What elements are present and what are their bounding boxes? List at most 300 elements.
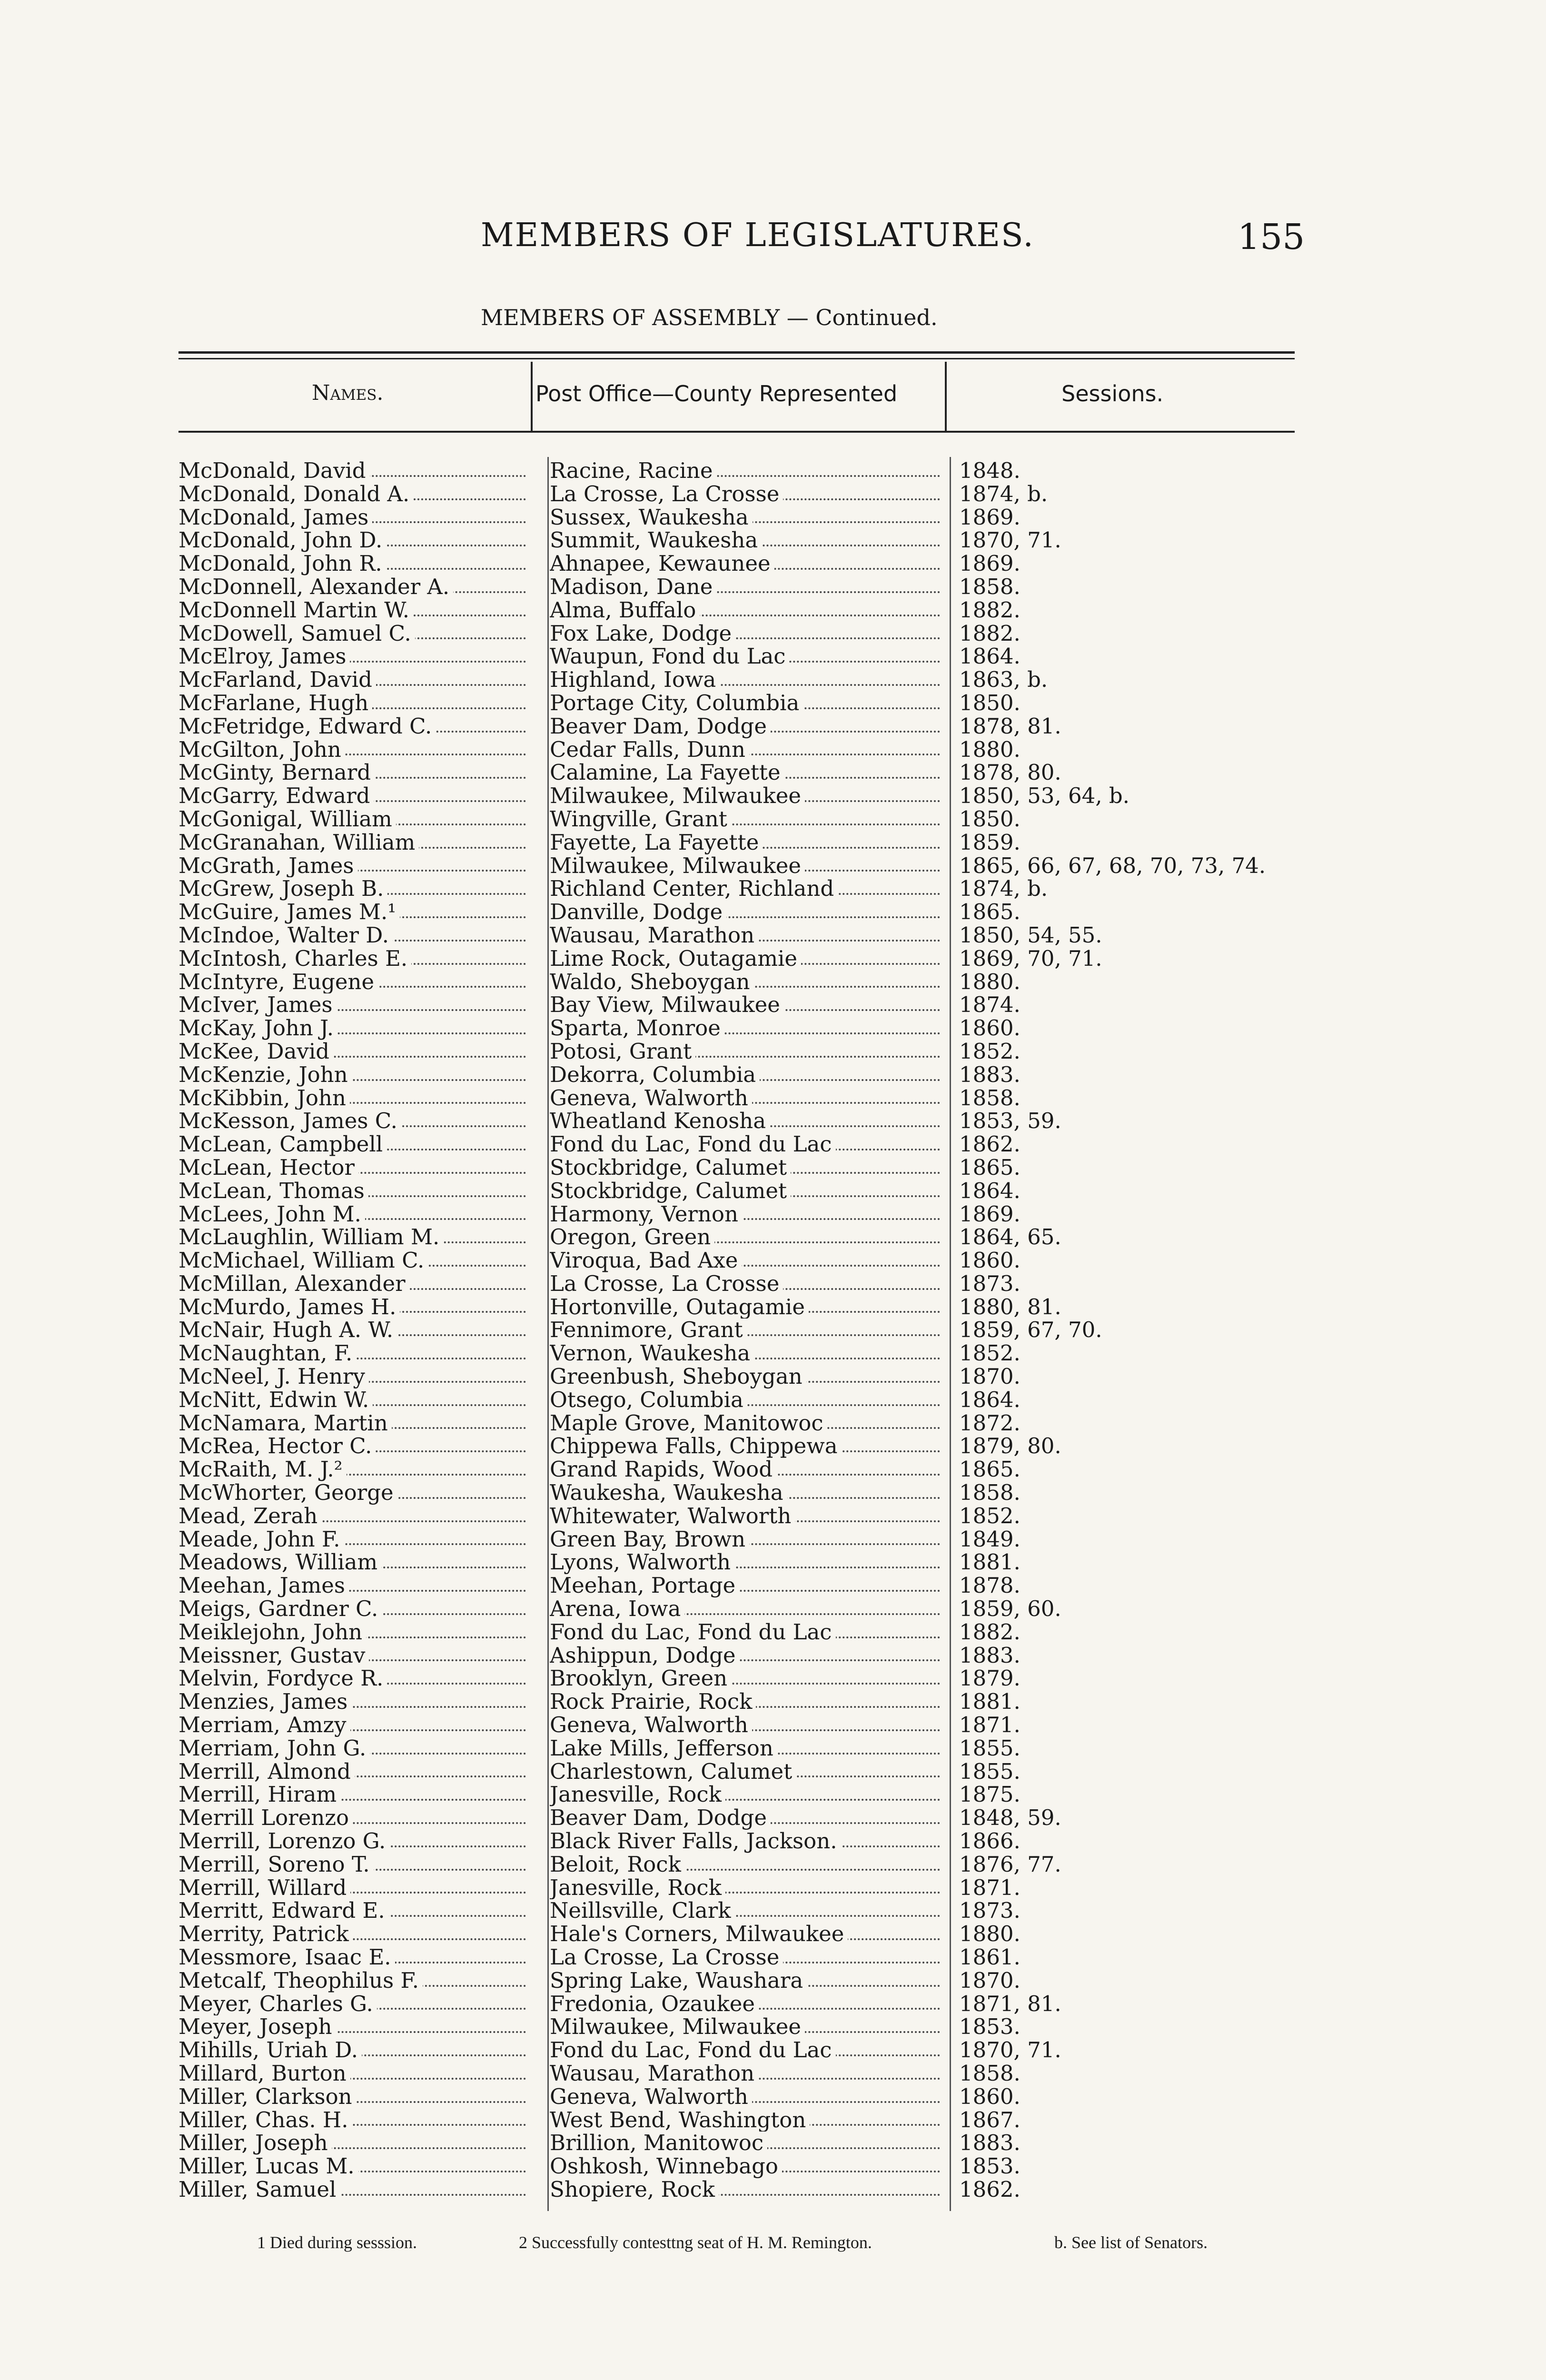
member-name: Meyer, Charles G. (178, 1993, 377, 2016)
post-office-cell (550, 1063, 940, 1087)
member-name: McElroy, James (178, 645, 350, 668)
table-row (178, 599, 1295, 622)
table-row (178, 1272, 1295, 1296)
sessions-cell (959, 1993, 1292, 2016)
table-row (178, 622, 1295, 645)
post-office-cell (550, 1969, 940, 1993)
table-row (178, 1063, 1295, 1087)
table-row (178, 2178, 1295, 2202)
sessions: 1879. (959, 1667, 1024, 1690)
sessions-cell (959, 2109, 1292, 2132)
post-office-cell (550, 552, 940, 575)
member-name-cell (178, 1063, 526, 1087)
member-name-cell (178, 1528, 526, 1551)
sessions-cell (959, 645, 1292, 668)
member-name-cell (178, 1110, 526, 1133)
sessions: 1852. (959, 1342, 1024, 1365)
sessions-cell (959, 668, 1292, 692)
member-name-cell (178, 1690, 526, 1714)
post-office: Wingville, Grant (550, 808, 731, 831)
post-office-cell (550, 715, 940, 738)
post-office-cell (550, 1017, 940, 1040)
post-office-cell (550, 1714, 940, 1737)
sessions: 1850. (959, 692, 1024, 715)
footnote-1: 1 Died during sesssion. (257, 2233, 417, 2252)
sessions: 1883. (959, 2132, 1024, 2155)
member-name-cell (178, 2155, 526, 2178)
table-row (178, 1110, 1295, 1133)
post-office: Brillion, Manitowoc (550, 2132, 767, 2155)
table-row (178, 2109, 1295, 2132)
member-name: McIntosh, Charles E. (178, 947, 411, 971)
member-name-cell (178, 1296, 526, 1319)
member-name: Mihills, Uriah D. (178, 2039, 362, 2062)
post-office: La Crosse, La Crosse (550, 483, 783, 506)
member-name: McLean, Hector (178, 1156, 358, 1180)
table-row (178, 2062, 1295, 2085)
post-office-cell (550, 1087, 940, 1110)
member-name: Merrity, Patrick (178, 1923, 353, 1946)
table-row (178, 529, 1295, 552)
member-name-cell (178, 2085, 526, 2109)
post-office: Ashippun, Dodge (550, 1644, 740, 1667)
sessions-cell (959, 2085, 1292, 2109)
sessions-cell (959, 1017, 1292, 1040)
post-office-cell (550, 1644, 940, 1667)
sessions: 1848. (959, 459, 1024, 483)
post-office: Otsego, Columbia (550, 1388, 747, 1412)
post-office: Milwaukee, Milwaukee (550, 2015, 805, 2039)
sessions: 1881. (959, 1551, 1024, 1574)
post-office: Shopiere, Rock (550, 2178, 719, 2202)
sessions: 1869. (959, 1203, 1024, 1226)
member-name: McGarry, Edward (178, 784, 374, 808)
sessions-cell (959, 901, 1292, 924)
member-name-cell (178, 2109, 526, 2132)
post-office: Alma, Buffalo (550, 599, 700, 622)
member-name-cell (178, 1551, 526, 1574)
sessions-cell (959, 1876, 1292, 1900)
table-row (178, 1690, 1295, 1714)
post-office-cell (550, 1551, 940, 1574)
table-row (178, 854, 1295, 878)
section-title: MEMBERS OF ASSEMBLY — Continued. (481, 305, 938, 330)
post-office: Racine, Racine (550, 459, 717, 483)
table-row (178, 761, 1295, 784)
post-office: Janesville, Rock (550, 1783, 725, 1806)
post-office-cell (550, 1505, 940, 1528)
post-office: Viroqua, Bad Axe (550, 1249, 742, 1272)
member-name-cell (178, 1667, 526, 1690)
sessions: 1869. (959, 552, 1024, 575)
member-name-cell (178, 1180, 526, 1203)
post-office-cell (550, 901, 940, 924)
post-office-cell (550, 854, 940, 878)
member-name: McLees, John M. (178, 1203, 365, 1226)
sessions-cell (959, 1110, 1292, 1133)
member-name-cell (178, 459, 526, 483)
post-office: Beaver Dam, Dodge (550, 1806, 771, 1830)
member-name: McMurdo, James H. (178, 1296, 400, 1319)
sessions-cell (959, 971, 1292, 994)
table-row (178, 645, 1295, 668)
post-office-cell (550, 1923, 940, 1946)
post-office-cell (550, 831, 940, 854)
post-office-cell (550, 1388, 940, 1412)
post-office: Beaver Dam, Dodge (550, 715, 771, 738)
member-name: McDonald, David (178, 459, 370, 483)
header-column-divider (531, 362, 533, 432)
post-office: Grand Rapids, Wood (550, 1458, 776, 1481)
post-office: Whitewater, Walworth (550, 1505, 795, 1528)
post-office: Lyons, Walworth (550, 1551, 734, 1574)
sessions: 1874, b. (959, 877, 1051, 901)
member-name-cell (178, 1830, 526, 1853)
sessions: 1867. (959, 2109, 1024, 2132)
post-office-cell (550, 1993, 940, 2016)
sessions-cell (959, 599, 1292, 622)
post-office-cell (550, 1830, 940, 1853)
member-name-cell (178, 1249, 526, 1272)
post-office: Fond du Lac, Fond du Lac (550, 1133, 836, 1156)
table-row (178, 506, 1295, 529)
member-name-cell (178, 506, 526, 529)
member-name-cell (178, 854, 526, 878)
member-name-cell (178, 1923, 526, 1946)
column-header-sessions: Sessions. (1061, 381, 1164, 407)
sessions: 1866. (959, 1830, 1024, 1853)
sessions-cell (959, 1412, 1292, 1435)
header-bottom-rule (178, 431, 1295, 433)
member-name: McGilton, John (178, 738, 345, 762)
member-name: McKee, David (178, 1040, 333, 1063)
table-row (178, 1017, 1295, 1040)
sessions-cell (959, 529, 1292, 552)
table-row (178, 1551, 1295, 1574)
table-row (178, 1133, 1295, 1156)
member-name-cell (178, 1737, 526, 1760)
post-office-cell (550, 1319, 940, 1342)
sessions-cell (959, 552, 1292, 575)
sessions-cell (959, 761, 1292, 784)
sessions: 1869, 70, 71. (959, 947, 1106, 971)
member-name: McDonald, Donald A. (178, 483, 413, 506)
member-name: Meigs, Gardner C. (178, 1597, 382, 1621)
member-name: McGinty, Bernard (178, 761, 375, 784)
member-name: McGranahan, William (178, 831, 419, 854)
member-name: McKibbin, John (178, 1087, 350, 1110)
sessions: 1860. (959, 1017, 1024, 1040)
post-office-cell (550, 2132, 940, 2155)
post-office-cell (550, 483, 940, 506)
post-office: Madison, Dane (550, 575, 716, 599)
member-name-cell (178, 1876, 526, 1900)
member-name: McGrath, James (178, 854, 358, 878)
member-name-cell (178, 947, 526, 971)
member-name: McIntyre, Eugene (178, 971, 378, 994)
post-office: Meehan, Portage (550, 1574, 739, 1597)
post-office: La Crosse, La Crosse (550, 1946, 783, 1969)
sessions-cell (959, 1342, 1292, 1365)
sessions: 1855. (959, 1760, 1024, 1784)
sessions-cell (959, 784, 1292, 808)
post-office-cell (550, 529, 940, 552)
sessions: 1870. (959, 1365, 1024, 1388)
post-office: Potosi, Grant (550, 1040, 695, 1063)
member-name-cell (178, 2178, 526, 2202)
post-office: Black River Falls, Jackson. (550, 1830, 841, 1853)
sessions-cell (959, 1714, 1292, 1737)
table-row (178, 1249, 1295, 1272)
footnote-2: 2 Successfully contesttng seat of H. M. Remington. (519, 2233, 872, 2252)
member-name: McLean, Thomas (178, 1180, 368, 1203)
post-office: Spring Lake, Waushara (550, 1969, 807, 1993)
footnotes (0, 2232, 1546, 2261)
post-office-cell (550, 971, 940, 994)
sessions-cell (959, 2155, 1292, 2178)
table-row (178, 1876, 1295, 1900)
member-name: Millard, Burton (178, 2062, 350, 2085)
member-name-cell (178, 1388, 526, 1412)
post-office: Fayette, La Fayette (550, 831, 763, 854)
sessions: 1870, 71. (959, 529, 1065, 552)
sessions-cell (959, 575, 1292, 599)
member-name: Miller, Joseph (178, 2132, 332, 2155)
post-office-cell (550, 877, 940, 901)
post-office-cell (550, 924, 940, 947)
sessions: 1864. (959, 1388, 1024, 1412)
post-office: Arena, Iowa (550, 1597, 684, 1621)
post-office-cell (550, 1621, 940, 1644)
post-office-cell (550, 575, 940, 599)
member-name-cell (178, 924, 526, 947)
post-office: Maple Grove, Manitowoc (550, 1412, 827, 1435)
sessions: 1864. (959, 645, 1024, 668)
post-office: Bay View, Milwaukee (550, 993, 784, 1017)
sessions: 1848, 59. (959, 1806, 1065, 1830)
sessions: 1850, 53, 64, b. (959, 784, 1133, 808)
member-name-cell (178, 1133, 526, 1156)
member-name: Merrill, Almond (178, 1760, 355, 1784)
post-office: Chippewa Falls, Chippewa (550, 1435, 842, 1458)
member-name: Mead, Zerah (178, 1505, 321, 1528)
sessions: 1850. (959, 808, 1024, 831)
post-office-cell (550, 1760, 940, 1784)
post-office-cell (550, 1481, 940, 1505)
member-name-cell (178, 1597, 526, 1621)
table-row (178, 1319, 1295, 1342)
post-office: Lake Mills, Jefferson (550, 1737, 777, 1760)
sessions: 1853, 59. (959, 1110, 1065, 1133)
post-office: Neillsville, Clark (550, 1899, 735, 1923)
sessions: 1873. (959, 1899, 1024, 1923)
member-name-cell (178, 1946, 526, 1969)
sessions: 1865. (959, 1156, 1024, 1180)
sessions: 1872. (959, 1412, 1024, 1435)
member-name-cell (178, 1993, 526, 2016)
table-row (178, 668, 1295, 692)
post-office: Calamine, La Fayette (550, 761, 784, 784)
post-office-cell (550, 947, 940, 971)
member-name: McDowell, Samuel C. (178, 622, 415, 645)
post-office-cell (550, 1946, 940, 1969)
sessions-cell (959, 2039, 1292, 2062)
sessions: 1883. (959, 1063, 1024, 1087)
member-name: McNitt, Edwin W. (178, 1388, 373, 1412)
sessions-cell (959, 1156, 1292, 1180)
member-name-cell (178, 1621, 526, 1644)
member-name-cell (178, 1087, 526, 1110)
member-name-cell (178, 808, 526, 831)
member-name-cell (178, 2062, 526, 2085)
sessions-cell (959, 1969, 1292, 1993)
member-name-cell (178, 1714, 526, 1737)
sessions-cell (959, 1319, 1292, 1342)
post-office: Portage City, Columbia (550, 692, 803, 715)
table-row (178, 1226, 1295, 1249)
member-name-cell (178, 575, 526, 599)
sessions-cell (959, 1946, 1292, 1969)
post-office: Ahnapee, Kewaunee (550, 552, 774, 575)
table-row (178, 1156, 1295, 1180)
table-row (178, 808, 1295, 831)
member-name-cell (178, 2015, 526, 2039)
sessions: 1852. (959, 1040, 1024, 1063)
member-name-cell (178, 483, 526, 506)
member-name: McDonald, John D. (178, 529, 386, 552)
table-row (178, 692, 1295, 715)
post-office: Geneva, Walworth (550, 2085, 752, 2109)
post-office-cell (550, 692, 940, 715)
post-office: Hortonville, Outagamie (550, 1296, 809, 1319)
post-office-cell (550, 761, 940, 784)
member-name: McKesson, James C. (178, 1110, 401, 1133)
sessions-cell (959, 622, 1292, 645)
member-name-cell (178, 993, 526, 1017)
sessions: 1880. (959, 971, 1024, 994)
table-row (178, 1597, 1295, 1621)
post-office: Geneva, Walworth (550, 1087, 752, 1110)
sessions-cell (959, 1621, 1292, 1644)
post-office: Stockbridge, Calumet (550, 1180, 791, 1203)
sessions: 1865. (959, 1458, 1024, 1481)
sessions-cell (959, 2178, 1292, 2202)
sessions-cell (959, 1505, 1292, 1528)
member-name-cell (178, 645, 526, 668)
post-office: Oshkosh, Winnebago (550, 2155, 782, 2178)
sessions: 1880. (959, 1923, 1024, 1946)
member-name: Merriam, Amzy (178, 1714, 350, 1737)
sessions: 1880. (959, 738, 1024, 762)
table-row (178, 1040, 1295, 1063)
post-office: Fennimore, Grant (550, 1319, 747, 1342)
table-row (178, 1899, 1295, 1923)
sessions-cell (959, 924, 1292, 947)
post-office: Stockbridge, Calumet (550, 1156, 791, 1180)
post-office: West Bend, Washington (550, 2109, 810, 2132)
table-row (178, 1783, 1295, 1806)
sessions: 1882. (959, 1621, 1024, 1644)
post-office-cell (550, 1203, 940, 1226)
table-row (178, 459, 1295, 483)
member-name-cell (178, 1156, 526, 1180)
post-office-cell (550, 668, 940, 692)
post-office-cell (550, 459, 940, 483)
post-office: Vernon, Waukesha (550, 1342, 754, 1365)
member-name-cell (178, 1644, 526, 1667)
post-office-cell (550, 2155, 940, 2178)
member-name: McMichael, William C. (178, 1249, 428, 1272)
member-name: McFarlane, Hugh (178, 692, 372, 715)
table-row (178, 1203, 1295, 1226)
sessions: 1861. (959, 1946, 1024, 1969)
member-name: Merritt, Edward E. (178, 1899, 389, 1923)
sessions-cell (959, 1806, 1292, 1830)
sessions-cell (959, 1923, 1292, 1946)
sessions-cell (959, 1853, 1292, 1876)
post-office-cell (550, 1365, 940, 1388)
post-office: Wausau, Marathon (550, 924, 758, 947)
post-office-cell (550, 1040, 940, 1063)
post-office-cell (550, 1458, 940, 1481)
sessions-cell (959, 1133, 1292, 1156)
member-name: Meade, John F. (178, 1528, 344, 1551)
sessions: 1882. (959, 622, 1024, 645)
sessions-cell (959, 1203, 1292, 1226)
table-row (178, 1458, 1295, 1481)
member-name: McGuire, James M.¹ (178, 901, 400, 924)
table-top-rule-inner (178, 358, 1295, 359)
member-name-cell (178, 1853, 526, 1876)
member-name: Melvin, Fordyce R. (178, 1667, 387, 1690)
table-row (178, 1481, 1295, 1505)
table-row (178, 1806, 1295, 1830)
sessions: 1869. (959, 506, 1024, 529)
sessions: 1864. (959, 1180, 1024, 1203)
post-office: Fredonia, Ozaukee (550, 1993, 759, 2016)
post-office-cell (550, 1876, 940, 1900)
member-name-cell (178, 668, 526, 692)
post-office: Harmony, Vernon (550, 1203, 742, 1226)
post-office: Sparta, Monroe (550, 1017, 724, 1040)
sessions: 1860. (959, 1249, 1024, 1272)
table-row (178, 1737, 1295, 1760)
post-office-cell (550, 1435, 940, 1458)
member-name-cell (178, 1760, 526, 1784)
sessions-cell (959, 1481, 1292, 1505)
table-row (178, 1830, 1295, 1853)
member-name-cell (178, 552, 526, 575)
member-name-cell (178, 529, 526, 552)
sessions-cell (959, 2132, 1292, 2155)
table-row (178, 2039, 1295, 2062)
member-name-cell (178, 1319, 526, 1342)
member-name: Meyer, Joseph (178, 2015, 336, 2039)
post-office-cell (550, 738, 940, 762)
post-office-cell (550, 1180, 940, 1203)
member-name-cell (178, 1899, 526, 1923)
table-row (178, 1853, 1295, 1876)
post-office: Richland Center, Richland (550, 877, 838, 901)
member-name-cell (178, 1806, 526, 1830)
post-office-cell (550, 993, 940, 1017)
table-row (178, 2132, 1295, 2155)
sessions-cell (959, 1087, 1292, 1110)
sessions-cell (959, 1783, 1292, 1806)
post-office: Charlestown, Calumet (550, 1760, 796, 1784)
member-name: McLean, Campbell (178, 1133, 386, 1156)
table-row (178, 1644, 1295, 1667)
